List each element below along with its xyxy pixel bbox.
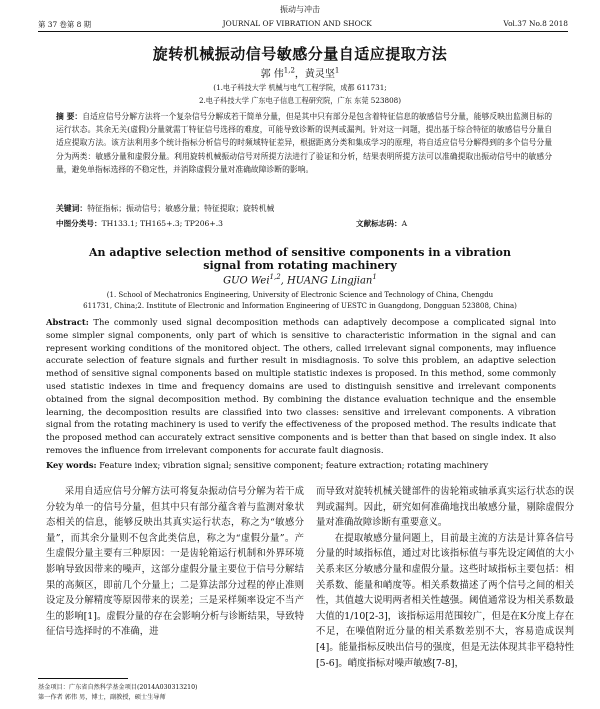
body-paragraph: 在提取敏感分量问题上，目前最主流的方法是计算各信号分量的时域指标值，通过对比该指标值与事先设定阈值的大小关系来区分敏感分量和虚假分量。这些时域指标主要包括：相关系数、能量和峭度等。相关系数描述了两个信号之间的相关性，其值越大说明两者相关性越强。阈值通常设为相关系数最大值的1/10[2-3]，该指标运用范围较广，但是在K分度上存在不足，在噪值附近分量的相关系数差别不大，容易造成误判[4]。能量指标反映出信号的强度，但是无法体现其非平稳特性[5-6]。峭度指标对噪声敏感[7-8]， [316, 532, 574, 669]
author-1-affil: 1,2 [283, 66, 295, 75]
chinese-abstract-text: 自适应信号分解方法将一个复杂信号分解成若干简单分量，但是其中只有部分是包含着特征信息的敏感信号分量，能够反映出监测目标的运行状态。其余无关(虚假)分量就需丁特征信号选择的难度，可能导致诊断的误判或漏判。针对这一问题，提出基于综合特征的敏感信号分量自适应提取方法。该方法利用多个统计指标分析信号的时频域特征差异，根据距离分类和集成学习的原理，将自适应信号分解得到的多个信号分量分为两类：敏感分量和虚假分量。利用旋转机械振动信号对所提方法进行了验证和分析，结果表明所提方法可以准确提取出振动信号中的敏感分量，避免单指标选择的不稳定性，并消除虚假分量对准确故障诊断的影响。 [56, 112, 553, 174]
classification-number [56, 218, 356, 229]
chinese-affiliation-1: (1.电子科技大学 机械与电气工程学院，成都 611731; [213, 83, 387, 92]
footnote-funding: 基金项目：广东省自然科学基金项目(2014A030313210) [38, 684, 198, 691]
chinese-keywords-text: 特征指标；振动信号；敏感分量；特征提取；旋转机械 [87, 204, 275, 213]
english-title: An adaptive selection method of sensitive components in a vibration signal from rotating machinery [88, 246, 512, 272]
classification-value: TH133.1; TH165+.3; TP206+.3 [101, 219, 223, 228]
english-abstract-label: Abstract: [46, 317, 89, 327]
english-abstract-text: The commonly used signal decomposition methods can adaptively decompose a complicated signal into some simpler signal components, only part of which is sensitive to characteristic information in the signal and can represent working conditions of the monitored object. The others, called irrelevant signal components, may influence accurate selection of feature signals and further result in misdiagnosis. To solve this problem, an adaptive selection method of sensitive signal components based on multiple statistic indexes is proposed. In this method, some commonly used statistic indexes in time and frequency domains are used to distinguish sensitive and irrelevant components obtained from the signal decomposition method. By combining the distance evaluation technique and the ensemble learning, the decomposition results are classified into two classes: sensitive and irrelevant components. A vibration signal from the rotating machinery is used to verify the effectiveness of the proposed method. The results indicate that the proposed method can accurately extract sensitive components and is better than that based on single index. It also removes the influence from irrelevant components for accurate fault diagnosis. [46, 317, 556, 455]
header-issue: Vol.37 No.8 2018 [503, 19, 568, 28]
author-2: ，黄灵坚 [294, 69, 335, 80]
body-column-right [316, 484, 574, 671]
english-affiliation-2: 611731, China;2. Institute of Electronic and Information Engineering of UESTC in Guangdong, Dongguan 523808, China) [83, 302, 517, 310]
classification-line [56, 218, 552, 229]
body-column-left [46, 484, 304, 640]
english-keywords-label: Key words: [46, 460, 97, 470]
body-paragraph: 采用自适应信号分解方法可将复杂振动信号分解为若干成分较为单一的信号分量，但其中只有部分蕴含着与监测对象状态相关的信息，能够反映出其真实运行状态，称之为“敏感分量”，而其余分量则不包含此类信息，称之为“虚假分量”。产生虚假分量主要有三种原因：一是齿轮箱运行机制和外界环境影响导致因带来的噪声，这部分虚假分量主要位于信号分解结果的高频区，即前几个分量上；二是算法部分过程的停止准则设定及分解精度等原因带来的误差；三是采样频率设定不当产生的影响[1]。虚假分量的存在会影响分析与诊断结果，导致特征信号选择时的不准确，进 [46, 486, 304, 638]
author-1: 郭 伟 [260, 69, 284, 80]
body-paragraph: 而导致对旋转机械关键部件的齿轮箱或轴承真实运行状态的误判或漏判。因此，研究如何准确地找出敏感分量，剔除虚假分量对准确故障诊断有重要意义。 [316, 486, 574, 529]
header-volume: 第 37 卷第 8 期 [38, 20, 92, 29]
chinese-abstract-label: 摘 要： [56, 112, 83, 121]
en-author-2: , HUANG Lingjian [280, 275, 373, 287]
english-keywords-text: Feature index; vibration signal; sensitive component; feature extraction; rotating machinery [99, 460, 489, 470]
running-header [38, 19, 568, 30]
header-journal: JOURNAL OF VIBRATION AND SHOCK [222, 19, 372, 28]
chinese-authors [0, 65, 600, 80]
english-affiliation-1: (1. School of Mechatronics Engineering, University of Electronic Science and Technology of China, Chengdu [106, 291, 494, 299]
english-authors [0, 273, 600, 286]
english-keywords [46, 460, 556, 470]
document-code-value: A [401, 219, 408, 228]
en-author-2-affil: 1 [372, 273, 377, 281]
chinese-keywords [56, 203, 552, 214]
footnote-rule [38, 678, 128, 679]
en-author-1: GUO Wei [223, 275, 270, 287]
classification-label: 中图分类号： [56, 219, 102, 228]
journal-short-title: 振动与冲击 [280, 5, 320, 14]
document-code [356, 218, 407, 229]
chinese-affiliation-2: 2.电子科技大学 广东电子信息工程研究院，广东 东莞 523808) [198, 96, 402, 105]
chinese-keywords-label: 关键词： [56, 204, 88, 213]
chinese-title: 旋转机械振动信号敏感分量自适应提取方法 [152, 45, 448, 63]
author-2-affil: 1 [334, 66, 340, 75]
en-author-1-affil: 1,2 [269, 273, 281, 281]
footnote-author: 第一作者 郭伟 男，博士，副教授，硕士生导师 [38, 694, 166, 701]
chinese-abstract [56, 110, 552, 176]
english-abstract [46, 316, 556, 457]
header-rule [38, 31, 568, 32]
document-code-label: 文献标志码： [356, 219, 402, 228]
